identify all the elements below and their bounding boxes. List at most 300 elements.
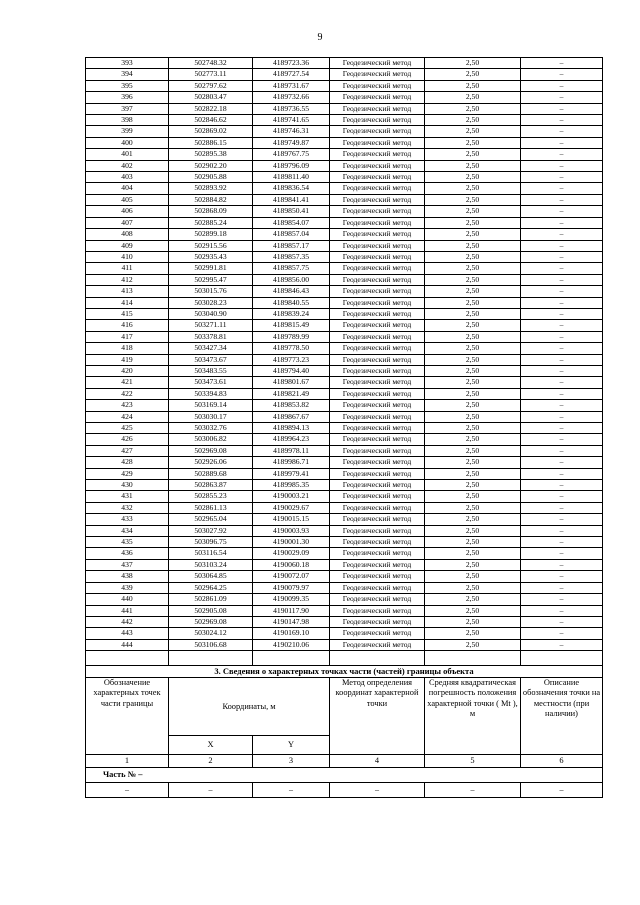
table-row bbox=[86, 286, 603, 297]
col-number: 3 bbox=[253, 755, 330, 768]
header-x: X bbox=[169, 736, 253, 755]
description-cell: – bbox=[521, 274, 603, 285]
y-coordinate-cell: 4190029.09 bbox=[253, 548, 330, 559]
accuracy-cell: 2,50 bbox=[425, 206, 521, 217]
method-cell: Геодезический метод bbox=[330, 365, 425, 376]
method-cell: Геодезический метод bbox=[330, 639, 425, 650]
method-cell: Геодезический метод bbox=[330, 308, 425, 319]
x-coordinate-cell: 502969.08 bbox=[169, 445, 253, 456]
table-row bbox=[86, 457, 603, 468]
y-coordinate-cell: 4189796.09 bbox=[253, 160, 330, 171]
accuracy-cell: 2,50 bbox=[425, 229, 521, 240]
col-number: 4 bbox=[330, 755, 425, 768]
point-number-cell: 434 bbox=[86, 525, 169, 536]
x-coordinate-cell: 502868.09 bbox=[169, 206, 253, 217]
description-cell: – bbox=[521, 217, 603, 228]
y-coordinate-cell: 4190060.18 bbox=[253, 559, 330, 570]
method-cell: Геодезический метод bbox=[330, 388, 425, 399]
description-cell: – bbox=[521, 137, 603, 148]
y-coordinate-cell: 4189815.49 bbox=[253, 320, 330, 331]
y-coordinate-cell: 4189794.40 bbox=[253, 365, 330, 376]
accuracy-cell: 2,50 bbox=[425, 217, 521, 228]
table-row bbox=[86, 423, 603, 434]
method-cell: Геодезический метод bbox=[330, 229, 425, 240]
blank-row bbox=[86, 651, 603, 666]
point-number-cell: 395 bbox=[86, 80, 169, 91]
description-cell: – bbox=[521, 115, 603, 126]
method-cell: Геодезический метод bbox=[330, 445, 425, 456]
method-cell: Геодезический метод bbox=[330, 69, 425, 80]
accuracy-cell: 2,50 bbox=[425, 58, 521, 69]
x-coordinate-cell: 503096.75 bbox=[169, 537, 253, 548]
accuracy-cell: 2,50 bbox=[425, 320, 521, 331]
y-coordinate-cell: 4189821.49 bbox=[253, 388, 330, 399]
header-y: Y bbox=[253, 736, 330, 755]
column-numbers-row bbox=[86, 755, 603, 768]
accuracy-cell: 2,50 bbox=[425, 445, 521, 456]
table-row bbox=[86, 308, 603, 319]
description-cell: – bbox=[521, 423, 603, 434]
x-coordinate-cell: 502885.24 bbox=[169, 217, 253, 228]
description-cell: – bbox=[521, 434, 603, 445]
y-coordinate-cell: 4189846.43 bbox=[253, 286, 330, 297]
description-cell: – bbox=[521, 80, 603, 91]
table-row bbox=[86, 69, 603, 80]
method-cell: Геодезический метод bbox=[330, 58, 425, 69]
table-row bbox=[86, 126, 603, 137]
accuracy-cell: 2,50 bbox=[425, 331, 521, 342]
y-coordinate-cell: 4189723.36 bbox=[253, 58, 330, 69]
method-cell: Геодезический метод bbox=[330, 194, 425, 205]
x-coordinate-cell: 502905.08 bbox=[169, 605, 253, 616]
part-row bbox=[86, 768, 603, 783]
description-cell: – bbox=[521, 571, 603, 582]
point-number-cell: 441 bbox=[86, 605, 169, 616]
accuracy-cell: 2,50 bbox=[425, 548, 521, 559]
accuracy-cell: 2,50 bbox=[425, 297, 521, 308]
x-coordinate-cell: 502905.88 bbox=[169, 172, 253, 183]
y-coordinate-cell: 4189853.82 bbox=[253, 400, 330, 411]
accuracy-cell: 2,50 bbox=[425, 605, 521, 616]
method-cell: Геодезический метод bbox=[330, 172, 425, 183]
accuracy-cell: 2,50 bbox=[425, 308, 521, 319]
x-coordinate-cell: 503106.68 bbox=[169, 639, 253, 650]
x-coordinate-cell: 502969.08 bbox=[169, 616, 253, 627]
x-coordinate-cell: 503024.12 bbox=[169, 628, 253, 639]
table-row bbox=[86, 605, 603, 616]
x-coordinate-cell: 502899.18 bbox=[169, 229, 253, 240]
description-cell: – bbox=[521, 445, 603, 456]
y-coordinate-cell: 4189801.67 bbox=[253, 377, 330, 388]
accuracy-cell: 2,50 bbox=[425, 194, 521, 205]
description-cell: – bbox=[521, 92, 603, 103]
description-cell: – bbox=[521, 308, 603, 319]
x-coordinate-cell: 502902.20 bbox=[169, 160, 253, 171]
y-coordinate-cell: 4189741.65 bbox=[253, 115, 330, 126]
point-number-cell: 411 bbox=[86, 263, 169, 274]
x-coordinate-cell: 502889.68 bbox=[169, 468, 253, 479]
table-row bbox=[86, 58, 603, 69]
accuracy-cell: 2,50 bbox=[425, 525, 521, 536]
method-cell: Геодезический метод bbox=[330, 468, 425, 479]
accuracy-cell: 2,50 bbox=[425, 343, 521, 354]
x-coordinate-cell: 503006.82 bbox=[169, 434, 253, 445]
table-row bbox=[86, 115, 603, 126]
point-number-cell: 406 bbox=[86, 206, 169, 217]
point-number-cell: 415 bbox=[86, 308, 169, 319]
point-number-cell: 443 bbox=[86, 628, 169, 639]
x-coordinate-cell: 502893.92 bbox=[169, 183, 253, 194]
accuracy-cell: 2,50 bbox=[425, 286, 521, 297]
accuracy-cell: 2,50 bbox=[425, 172, 521, 183]
table-row bbox=[86, 103, 603, 114]
table-row bbox=[86, 274, 603, 285]
y-coordinate-cell: 4189840.55 bbox=[253, 297, 330, 308]
method-cell: Геодезический метод bbox=[330, 126, 425, 137]
table-row bbox=[86, 183, 603, 194]
col-number: 6 bbox=[521, 755, 603, 768]
header-accuracy: Средняя квадратическая погрешность положения характерной точки ( Mt ), м bbox=[425, 678, 521, 755]
description-cell: – bbox=[521, 229, 603, 240]
x-coordinate-cell: 502863.87 bbox=[169, 480, 253, 491]
method-cell: Геодезический метод bbox=[330, 605, 425, 616]
method-cell: Геодезический метод bbox=[330, 423, 425, 434]
x-coordinate-cell: 503028.23 bbox=[169, 297, 253, 308]
description-cell: – bbox=[521, 525, 603, 536]
table-row bbox=[86, 480, 603, 491]
point-number-cell: 407 bbox=[86, 217, 169, 228]
method-cell: Геодезический метод bbox=[330, 331, 425, 342]
method-cell: Геодезический метод bbox=[330, 354, 425, 365]
header-method: Метод определения координат характерной точки bbox=[330, 678, 425, 755]
method-cell: Геодезический метод bbox=[330, 320, 425, 331]
accuracy-cell: 2,50 bbox=[425, 434, 521, 445]
y-coordinate-cell: 4189773.23 bbox=[253, 354, 330, 365]
x-coordinate-cell: 503116.54 bbox=[169, 548, 253, 559]
description-cell: – bbox=[521, 491, 603, 502]
table-row bbox=[86, 616, 603, 627]
point-number-cell: 414 bbox=[86, 297, 169, 308]
accuracy-cell: 2,50 bbox=[425, 628, 521, 639]
method-cell: Геодезический метод bbox=[330, 525, 425, 536]
x-coordinate-cell: 503473.61 bbox=[169, 377, 253, 388]
method-cell: Геодезический метод bbox=[330, 263, 425, 274]
method-cell: Геодезический метод bbox=[330, 411, 425, 422]
y-coordinate-cell: 4189731.67 bbox=[253, 80, 330, 91]
section-title-row bbox=[86, 666, 603, 678]
x-coordinate-cell: 502861.09 bbox=[169, 594, 253, 605]
y-coordinate-cell: 4190147.98 bbox=[253, 616, 330, 627]
accuracy-cell: 2,50 bbox=[425, 457, 521, 468]
point-number-cell: 394 bbox=[86, 69, 169, 80]
y-coordinate-cell: 4190099.35 bbox=[253, 594, 330, 605]
table-row bbox=[86, 582, 603, 593]
page-number: 9 bbox=[317, 32, 323, 43]
point-number-cell: 417 bbox=[86, 331, 169, 342]
description-cell: – bbox=[521, 58, 603, 69]
method-cell: Геодезический метод bbox=[330, 251, 425, 262]
table-row bbox=[86, 297, 603, 308]
point-number-cell: 400 bbox=[86, 137, 169, 148]
point-number-cell: 397 bbox=[86, 103, 169, 114]
col-number: 5 bbox=[425, 755, 521, 768]
y-coordinate-cell: 4189857.17 bbox=[253, 240, 330, 251]
method-cell: Геодезический метод bbox=[330, 582, 425, 593]
x-coordinate-cell: 503015.76 bbox=[169, 286, 253, 297]
method-cell: Геодезический метод bbox=[330, 571, 425, 582]
table-row bbox=[86, 594, 603, 605]
description-cell: – bbox=[521, 411, 603, 422]
accuracy-cell: 2,50 bbox=[425, 92, 521, 103]
description-cell: – bbox=[521, 240, 603, 251]
x-coordinate-cell: 502869.02 bbox=[169, 126, 253, 137]
y-coordinate-cell: 4189867.67 bbox=[253, 411, 330, 422]
x-coordinate-cell: 503032.76 bbox=[169, 423, 253, 434]
accuracy-cell: 2,50 bbox=[425, 639, 521, 650]
accuracy-cell: 2,50 bbox=[425, 263, 521, 274]
description-cell: – bbox=[521, 559, 603, 570]
table-row bbox=[86, 445, 603, 456]
description-cell: – bbox=[521, 297, 603, 308]
table-row bbox=[86, 92, 603, 103]
x-coordinate-cell: 502886.15 bbox=[169, 137, 253, 148]
accuracy-cell: 2,50 bbox=[425, 80, 521, 91]
description-cell: – bbox=[521, 126, 603, 137]
y-coordinate-cell: 4190072.07 bbox=[253, 571, 330, 582]
x-coordinate-cell: 502915.56 bbox=[169, 240, 253, 251]
description-cell: – bbox=[521, 616, 603, 627]
description-cell: – bbox=[521, 548, 603, 559]
point-number-cell: 433 bbox=[86, 514, 169, 525]
table-row bbox=[86, 354, 603, 365]
accuracy-cell: 2,50 bbox=[425, 240, 521, 251]
description-cell: – bbox=[521, 206, 603, 217]
method-cell: Геодезический метод bbox=[330, 502, 425, 513]
y-coordinate-cell: 4190003.21 bbox=[253, 491, 330, 502]
x-coordinate-cell: 503030.17 bbox=[169, 411, 253, 422]
y-coordinate-cell: 4189857.75 bbox=[253, 263, 330, 274]
x-coordinate-cell: 502855.23 bbox=[169, 491, 253, 502]
point-number-cell: 422 bbox=[86, 388, 169, 399]
part-label: Часть № – bbox=[86, 768, 603, 783]
accuracy-cell: 2,50 bbox=[425, 69, 521, 80]
y-coordinate-cell: 4189986.71 bbox=[253, 457, 330, 468]
point-number-cell: 399 bbox=[86, 126, 169, 137]
x-coordinate-cell: 502965.04 bbox=[169, 514, 253, 525]
dash-cell: – bbox=[521, 783, 603, 798]
point-number-cell: 426 bbox=[86, 434, 169, 445]
method-cell: Геодезический метод bbox=[330, 434, 425, 445]
method-cell: Геодезический метод bbox=[330, 514, 425, 525]
accuracy-cell: 2,50 bbox=[425, 274, 521, 285]
coordinates-rows bbox=[86, 58, 603, 651]
y-coordinate-cell: 4190169.10 bbox=[253, 628, 330, 639]
accuracy-cell: 2,50 bbox=[425, 160, 521, 171]
table-row bbox=[86, 491, 603, 502]
description-cell: – bbox=[521, 514, 603, 525]
x-coordinate-cell: 502935.43 bbox=[169, 251, 253, 262]
x-coordinate-cell: 503271.11 bbox=[169, 320, 253, 331]
method-cell: Геодезический метод bbox=[330, 594, 425, 605]
method-cell: Геодезический метод bbox=[330, 80, 425, 91]
description-cell: – bbox=[521, 628, 603, 639]
y-coordinate-cell: 4190210.06 bbox=[253, 639, 330, 650]
point-number-cell: 393 bbox=[86, 58, 169, 69]
method-cell: Геодезический метод bbox=[330, 137, 425, 148]
table-row bbox=[86, 502, 603, 513]
description-cell: – bbox=[521, 365, 603, 376]
dash-cell: – bbox=[425, 783, 521, 798]
col-number: 1 bbox=[86, 755, 169, 768]
accuracy-cell: 2,50 bbox=[425, 559, 521, 570]
x-coordinate-cell: 503103.24 bbox=[169, 559, 253, 570]
coordinates-table bbox=[85, 57, 603, 798]
point-number-cell: 435 bbox=[86, 537, 169, 548]
y-coordinate-cell: 4189749.87 bbox=[253, 137, 330, 148]
description-cell: – bbox=[521, 594, 603, 605]
accuracy-cell: 2,50 bbox=[425, 480, 521, 491]
point-number-cell: 403 bbox=[86, 172, 169, 183]
y-coordinate-cell: 4189778.50 bbox=[253, 343, 330, 354]
x-coordinate-cell: 503169.14 bbox=[169, 400, 253, 411]
y-coordinate-cell: 4189964.23 bbox=[253, 434, 330, 445]
dash-cell: – bbox=[169, 783, 253, 798]
accuracy-cell: 2,50 bbox=[425, 468, 521, 479]
description-cell: – bbox=[521, 468, 603, 479]
description-cell: – bbox=[521, 251, 603, 262]
table-row bbox=[86, 206, 603, 217]
point-number-cell: 439 bbox=[86, 582, 169, 593]
point-number-cell: 425 bbox=[86, 423, 169, 434]
x-coordinate-cell: 502995.47 bbox=[169, 274, 253, 285]
dash-cell: – bbox=[86, 783, 169, 798]
table-row bbox=[86, 434, 603, 445]
description-cell: – bbox=[521, 160, 603, 171]
table-row bbox=[86, 263, 603, 274]
point-number-cell: 432 bbox=[86, 502, 169, 513]
accuracy-cell: 2,50 bbox=[425, 365, 521, 376]
point-number-cell: 405 bbox=[86, 194, 169, 205]
description-cell: – bbox=[521, 582, 603, 593]
method-cell: Геодезический метод bbox=[330, 548, 425, 559]
accuracy-cell: 2,50 bbox=[425, 400, 521, 411]
empty-part-row bbox=[86, 783, 603, 798]
point-number-cell: 437 bbox=[86, 559, 169, 570]
header-point-designation: Обозначение характерных точек части границы bbox=[86, 678, 169, 755]
point-number-cell: 410 bbox=[86, 251, 169, 262]
y-coordinate-cell: 4189736.55 bbox=[253, 103, 330, 114]
table-row bbox=[86, 388, 603, 399]
y-coordinate-cell: 4189746.31 bbox=[253, 126, 330, 137]
point-number-cell: 436 bbox=[86, 548, 169, 559]
point-number-cell: 420 bbox=[86, 365, 169, 376]
description-cell: – bbox=[521, 103, 603, 114]
point-number-cell: 401 bbox=[86, 149, 169, 160]
description-cell: – bbox=[521, 263, 603, 274]
accuracy-cell: 2,50 bbox=[425, 183, 521, 194]
table-row bbox=[86, 559, 603, 570]
table-row bbox=[86, 548, 603, 559]
description-cell: – bbox=[521, 457, 603, 468]
point-number-cell: 396 bbox=[86, 92, 169, 103]
point-number-cell: 408 bbox=[86, 229, 169, 240]
table-row bbox=[86, 251, 603, 262]
dash-cell: – bbox=[253, 783, 330, 798]
x-coordinate-cell: 502926.06 bbox=[169, 457, 253, 468]
y-coordinate-cell: 4189857.04 bbox=[253, 229, 330, 240]
point-number-cell: 421 bbox=[86, 377, 169, 388]
accuracy-cell: 2,50 bbox=[425, 411, 521, 422]
table-row bbox=[86, 400, 603, 411]
method-cell: Геодезический метод bbox=[330, 206, 425, 217]
y-coordinate-cell: 4190117.90 bbox=[253, 605, 330, 616]
table-row bbox=[86, 377, 603, 388]
y-coordinate-cell: 4189850.41 bbox=[253, 206, 330, 217]
x-coordinate-cell: 502748.32 bbox=[169, 58, 253, 69]
description-cell: – bbox=[521, 320, 603, 331]
method-cell: Геодезический метод bbox=[330, 217, 425, 228]
point-number-cell: 430 bbox=[86, 480, 169, 491]
accuracy-cell: 2,50 bbox=[425, 616, 521, 627]
description-cell: – bbox=[521, 639, 603, 650]
method-cell: Геодезический метод bbox=[330, 115, 425, 126]
accuracy-cell: 2,50 bbox=[425, 103, 521, 114]
method-cell: Геодезический метод bbox=[330, 103, 425, 114]
point-number-cell: 402 bbox=[86, 160, 169, 171]
x-coordinate-cell: 503378.81 bbox=[169, 331, 253, 342]
point-number-cell: 442 bbox=[86, 616, 169, 627]
x-coordinate-cell: 503064.85 bbox=[169, 571, 253, 582]
table-row bbox=[86, 537, 603, 548]
point-number-cell: 438 bbox=[86, 571, 169, 582]
x-coordinate-cell: 502803.47 bbox=[169, 92, 253, 103]
y-coordinate-cell: 4189836.54 bbox=[253, 183, 330, 194]
description-cell: – bbox=[521, 286, 603, 297]
accuracy-cell: 2,50 bbox=[425, 423, 521, 434]
y-coordinate-cell: 4190001.30 bbox=[253, 537, 330, 548]
description-cell: – bbox=[521, 388, 603, 399]
method-cell: Геодезический метод bbox=[330, 616, 425, 627]
table-row bbox=[86, 468, 603, 479]
dash-cell: – bbox=[330, 783, 425, 798]
point-number-cell: 409 bbox=[86, 240, 169, 251]
header-row bbox=[86, 678, 603, 736]
x-coordinate-cell: 502991.81 bbox=[169, 263, 253, 274]
description-cell: – bbox=[521, 69, 603, 80]
point-number-cell: 418 bbox=[86, 343, 169, 354]
y-coordinate-cell: 4189727.54 bbox=[253, 69, 330, 80]
table-row bbox=[86, 343, 603, 354]
table-row bbox=[86, 639, 603, 650]
method-cell: Геодезический метод bbox=[330, 240, 425, 251]
accuracy-cell: 2,50 bbox=[425, 126, 521, 137]
accuracy-cell: 2,50 bbox=[425, 514, 521, 525]
accuracy-cell: 2,50 bbox=[425, 149, 521, 160]
point-number-cell: 412 bbox=[86, 274, 169, 285]
point-number-cell: 428 bbox=[86, 457, 169, 468]
description-cell: – bbox=[521, 183, 603, 194]
y-coordinate-cell: 4189854.07 bbox=[253, 217, 330, 228]
description-cell: – bbox=[521, 480, 603, 491]
y-coordinate-cell: 4189857.35 bbox=[253, 251, 330, 262]
description-cell: – bbox=[521, 400, 603, 411]
y-coordinate-cell: 4190079.97 bbox=[253, 582, 330, 593]
y-coordinate-cell: 4190029.67 bbox=[253, 502, 330, 513]
accuracy-cell: 2,50 bbox=[425, 115, 521, 126]
table-row bbox=[86, 194, 603, 205]
accuracy-cell: 2,50 bbox=[425, 502, 521, 513]
method-cell: Геодезический метод bbox=[330, 537, 425, 548]
